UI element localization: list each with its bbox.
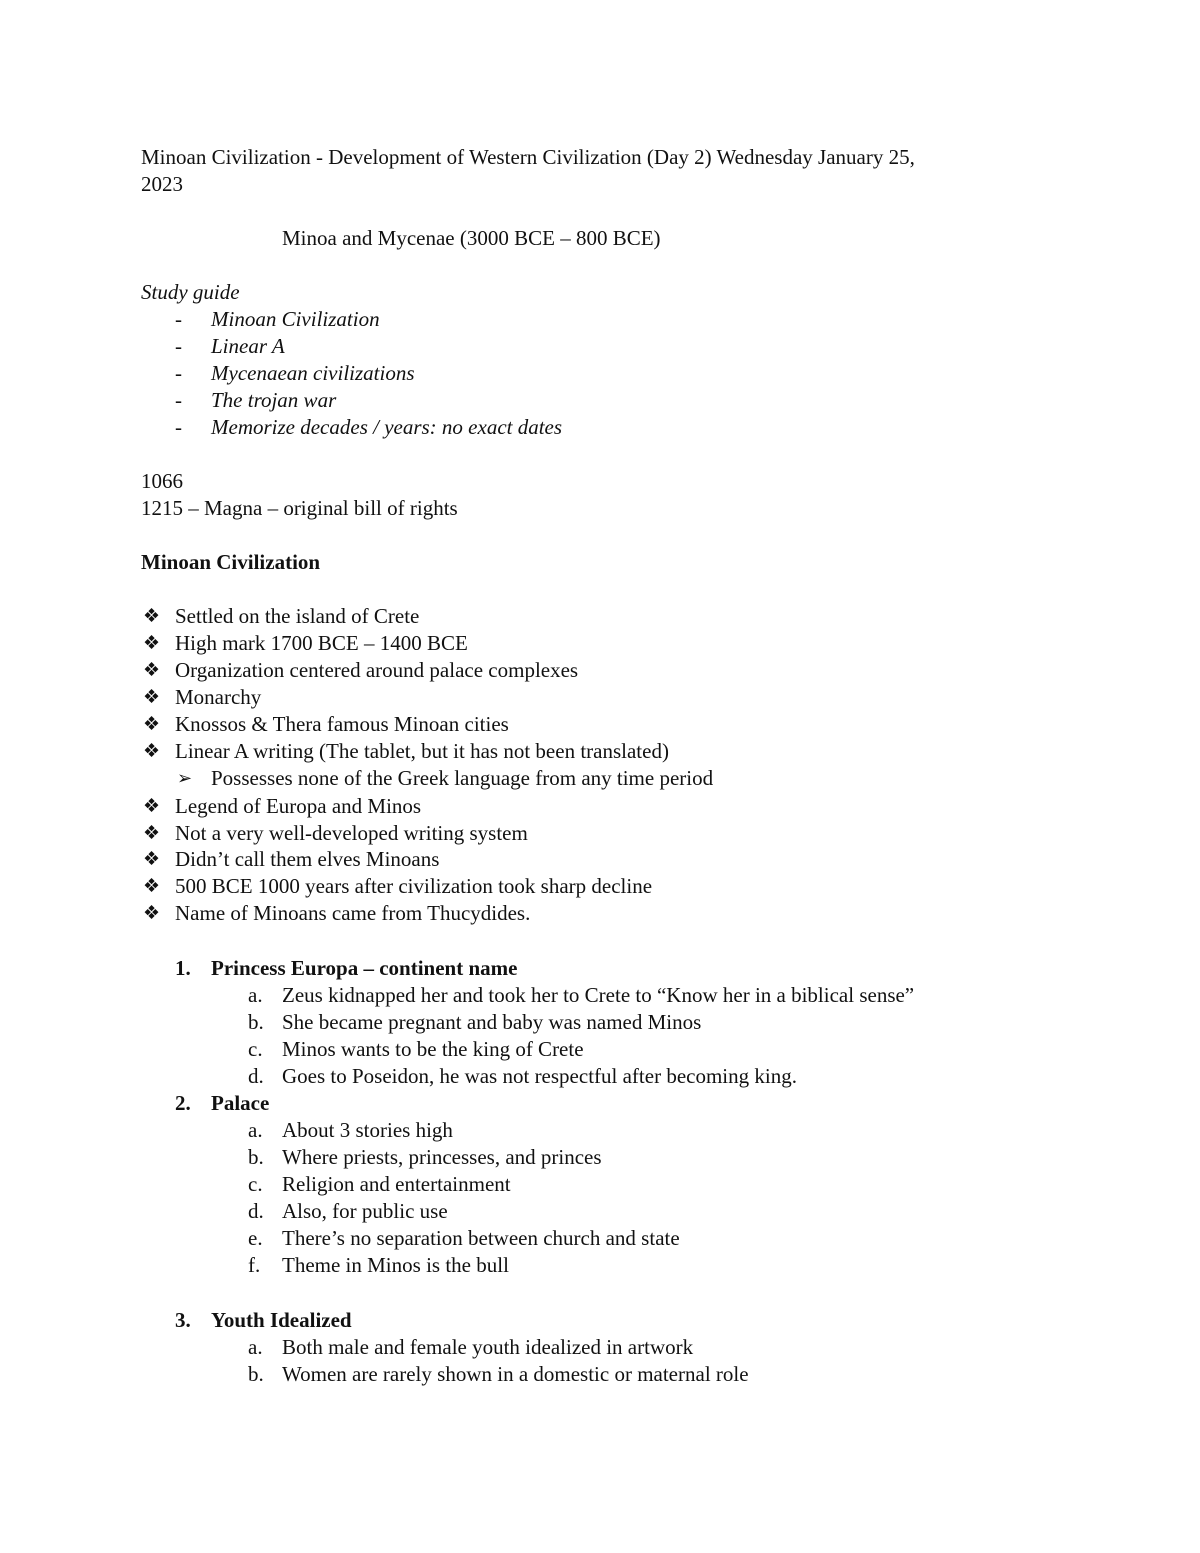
lettered-item: About 3 stories high	[282, 1118, 453, 1142]
diamond-bullet-icon: ❖	[143, 714, 161, 735]
diamond-bullet-icon: ❖	[143, 741, 161, 762]
document-subtitle: Minoa and Mycenae (3000 BCE – 800 BCE)	[282, 226, 661, 250]
study-guide-item: Linear A	[211, 334, 285, 358]
diamond-bullet-icon: ❖	[143, 849, 161, 870]
list-letter: c.	[248, 1037, 263, 1061]
section-heading: Minoan Civilization	[141, 550, 321, 574]
lettered-item: Minos wants to be the king of Crete	[282, 1037, 584, 1061]
dash-bullet: -	[175, 415, 182, 439]
lettered-item: Theme in Minos is the bull	[282, 1253, 509, 1277]
list-letter: f.	[248, 1253, 261, 1277]
bullet-item: Not a very well-developed writing system	[175, 821, 528, 845]
list-number: 2.	[175, 1091, 191, 1115]
bullet-item: Organization centered around palace complexes	[175, 658, 579, 682]
numbered-heading: Palace	[211, 1091, 270, 1115]
list-letter: d.	[248, 1064, 264, 1088]
bullet-item: Linear A writing (The tablet, but it has not been translated)	[175, 739, 669, 763]
bullet-item: Settled on the island of Crete	[175, 604, 420, 628]
list-letter: b.	[248, 1362, 264, 1386]
bullet-item: Name of Minoans came from Thucydides.	[175, 901, 531, 925]
study-guide-heading: Study guide	[141, 280, 240, 304]
diamond-bullet-icon: ❖	[143, 796, 161, 817]
diamond-bullet-icon: ❖	[143, 823, 161, 844]
diamond-bullet-icon: ❖	[143, 606, 161, 627]
diamond-bullet-icon: ❖	[143, 903, 161, 924]
arrow-bullet-icon: ➢	[177, 768, 193, 788]
numbered-heading: Youth Idealized	[211, 1308, 352, 1332]
document-title-line-2: 2023	[141, 172, 183, 196]
list-letter: b.	[248, 1010, 264, 1034]
bullet-item: Legend of Europa and Minos	[175, 794, 422, 818]
study-guide-item: Minoan Civilization	[211, 307, 380, 331]
date-note-1066: 1066	[141, 469, 183, 493]
lettered-item: There’s no separation between church and state	[282, 1226, 680, 1250]
lettered-item: Where priests, princesses, and princes	[282, 1145, 602, 1169]
lettered-item: Goes to Poseidon, he was not respectful after becoming king.	[282, 1064, 797, 1088]
lettered-item: Women are rarely shown in a domestic or maternal role	[282, 1362, 749, 1386]
bullet-item: 500 BCE 1000 years after civilization took sharp decline	[175, 874, 653, 898]
lettered-item: Zeus kidnapped her and took her to Crete to “Know her in a biblical sense”	[282, 983, 915, 1007]
list-number: 3.	[175, 1308, 191, 1332]
bullet-item: Didn’t call them elves Minoans	[175, 847, 440, 871]
lettered-item: She became pregnant and baby was named Minos	[282, 1010, 702, 1034]
list-letter: c.	[248, 1172, 263, 1196]
list-letter: e.	[248, 1226, 263, 1250]
study-guide-item: The trojan war	[211, 388, 337, 412]
diamond-bullet-icon: ❖	[143, 876, 161, 897]
study-guide-item: Memorize decades / years: no exact dates	[211, 415, 563, 439]
document-title-line-1: Minoan Civilization - Development of Western Civilization (Day 2) Wednesday January 25,	[141, 145, 915, 169]
dash-bullet: -	[175, 361, 182, 385]
list-letter: a.	[248, 1118, 263, 1142]
diamond-bullet-icon: ❖	[143, 633, 161, 654]
date-note-1215: 1215 – Magna – original bill of rights	[141, 496, 458, 520]
bullet-item: Knossos & Thera famous Minoan cities	[175, 712, 509, 736]
study-guide-item: Mycenaean civilizations	[211, 361, 415, 385]
lettered-item: Religion and entertainment	[282, 1172, 511, 1196]
bullet-item: Monarchy	[175, 685, 262, 709]
list-letter: a.	[248, 983, 263, 1007]
list-number: 1.	[175, 956, 191, 980]
diamond-bullet-icon: ❖	[143, 660, 161, 681]
list-letter: b.	[248, 1145, 264, 1169]
numbered-heading: Princess Europa – continent name	[211, 956, 518, 980]
lettered-item: Also, for public use	[282, 1199, 448, 1223]
lettered-item: Both male and female youth idealized in artwork	[282, 1335, 694, 1359]
dash-bullet: -	[175, 334, 182, 358]
dash-bullet: -	[175, 388, 182, 412]
sub-bullet-item: Possesses none of the Greek language from any time period	[211, 766, 714, 790]
list-letter: a.	[248, 1335, 263, 1359]
dash-bullet: -	[175, 307, 182, 331]
list-letter: d.	[248, 1199, 264, 1223]
diamond-bullet-icon: ❖	[143, 687, 161, 708]
bullet-item: High mark 1700 BCE – 1400 BCE	[175, 631, 468, 655]
